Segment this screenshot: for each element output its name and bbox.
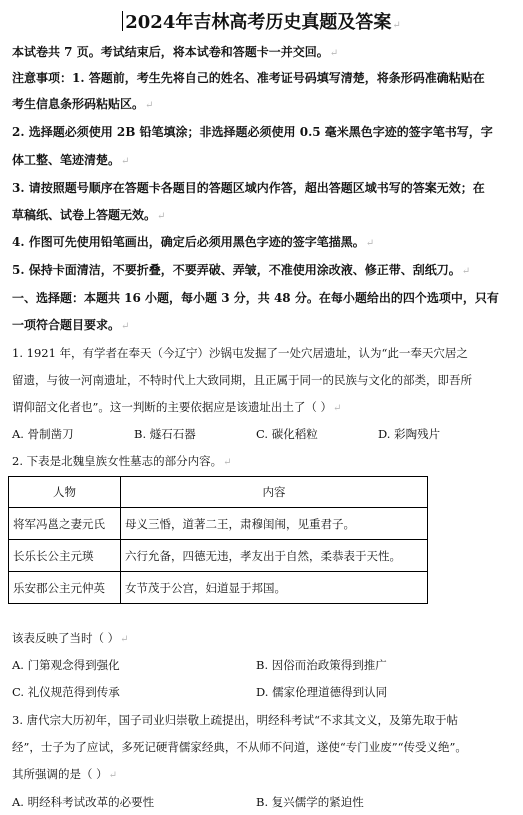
table-cell: 乐安郡公主元仲英 [9, 572, 121, 604]
question-2-table [8, 476, 428, 604]
paragraph-mark-icon: ↵ [392, 20, 401, 31]
option-d: D. 儒家伦理道德得到认同 [256, 685, 388, 699]
question-1-options [12, 426, 517, 442]
question-2-options [12, 684, 517, 700]
text-cursor [122, 11, 123, 31]
question-2-options [12, 657, 517, 673]
section-heading: 一、选择题：本题共 16 小题，每小题 3 分，共 48 分。在每小题给出的四个选项中，只有 [12, 291, 499, 305]
question-3-stem: 3. 唐代宗大历初年，国子司业归崇敬上疏提出，明经科考试“不求其文义，及第先取于帖 [12, 713, 459, 727]
question-2-stem: 2. 下表是北魏皇族女性墓志的部分内容。↵ [12, 454, 232, 468]
question-1-stem: 1. 1921 年，有学者在奉天（今辽宁）沙锅屯发掘了一处穴居遗址，认为“此一奉天穴居之 [12, 346, 468, 360]
table-header-person: 人物 [9, 477, 121, 508]
question-3-stem: 经”，士子为了应试，多死记硬背儒家经典，不从师不问道，遂使“专门业废”“传受义绝”。 [12, 740, 467, 754]
intro-line: 本试卷共 7 页。考试结束后，将本试卷和答题卡一并交回。↵ [12, 45, 339, 59]
intro-line: 4. 作图可先使用铅笔画出，确定后必须用黑色字迹的签字笔描黑。↵ [12, 235, 375, 249]
question-2-prompt: 该表反映了当时（ ）↵ [12, 631, 129, 645]
option-b: B. 燧石石器 [134, 427, 196, 441]
option-a: A. 明经科考试改革的必要性 [12, 795, 155, 809]
intro-line: 考生信息条形码粘贴区。↵ [12, 97, 154, 111]
intro-line: 草稿纸、试卷上答题无效。↵ [12, 208, 166, 222]
option-a: A. 门第观念得到强化 [12, 658, 120, 672]
question-1-stem: 谓仰韶文化者也”。这一判断的主要依据应是该遗址出土了（ ）↵ [12, 400, 342, 414]
table-cell: 女节茂于公宫，妇道显于邦国。 [121, 572, 428, 604]
question-1-stem: 留遗，与彼一河南遗址，不特时代上大致同期，且正属于同一的民族与文化的部类，即吾所 [12, 373, 472, 387]
option-b: B. 因俗而治政策得到推广 [256, 658, 387, 672]
intro-line: 3. 请按照题号顺序在答题卡各题目的答题区域内作答，超出答题区域书写的答案无效；在 [12, 181, 485, 195]
table-cell: 长乐长公主元瑛 [9, 540, 121, 572]
question-3-stem: 其所强调的是（ ）↵ [12, 767, 118, 781]
option-c: C. 碳化稻粒 [256, 427, 318, 441]
section-heading: 一项符合题目要求。↵ [12, 318, 130, 332]
table-row [9, 508, 428, 540]
intro-line: 注意事项：1. 答题前，考生先将自己的姓名、准考证号码填写清楚，将条形码准确粘贴在 [12, 71, 485, 85]
table-cell: 将军冯邕之妻元氏 [9, 508, 121, 540]
table-cell: 六行允备，四德无违，孝友出于自然，柔恭表于天性。 [121, 540, 428, 572]
question-3-options [12, 794, 517, 810]
option-a: A. 骨制凿刀 [12, 427, 74, 441]
table-row [9, 572, 428, 604]
intro-line: 体工整、笔迹清楚。↵ [12, 153, 130, 167]
option-c: C. 礼仪规范得到传承 [12, 685, 120, 699]
table-header-row [9, 477, 428, 508]
table-row [9, 540, 428, 572]
table-cell: 母义三惛，道著二王，肃穆闺闱，见重君子。 [121, 508, 428, 540]
table-header-content: 内容 [121, 477, 428, 508]
intro-line: 5. 保持卡面清洁，不要折叠，不要弄破、弄皱，不准使用涂改液、修正带、刮纸刀。↵ [12, 263, 471, 277]
document-title: 2024年吉林高考历史真题及答案↵ [0, 8, 523, 34]
intro-line: 2. 选择题必须使用 2B 铅笔填涂；非选择题必须使用 0.5 毫米黑色字迹的签字笔书写，字 [12, 125, 493, 139]
option-b: B. 复兴儒学的紧迫性 [256, 795, 364, 809]
option-d: D. 彩陶残片 [378, 427, 441, 441]
